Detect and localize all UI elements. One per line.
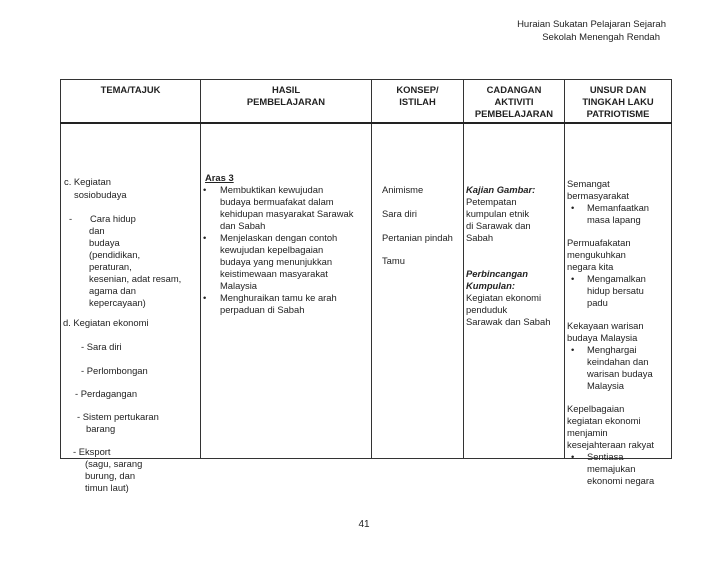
unsur-line: Mengamalkan [587, 272, 646, 284]
hasil-line: keistimewaan masyarakat [220, 267, 328, 279]
page-header [517, 18, 666, 44]
tema-line: - Eksport [73, 445, 111, 457]
unsur-line: Menghargai [587, 343, 637, 355]
header-line-2: Sekolah Menengah Rendah [542, 32, 660, 43]
tema-line: dan [89, 224, 105, 236]
konsep-item: Tamu [382, 254, 405, 266]
hasil-line: Membuktikan kewujudan [220, 183, 324, 195]
aktiviti-heading: Kajian Gambar: [466, 183, 536, 195]
aktiviti-line: kumpulan etnik [466, 207, 530, 219]
cell-unsur [565, 123, 672, 486]
unsur-line: hidup bersatu [587, 284, 644, 296]
header-text: KONSEP/ [396, 84, 439, 95]
tema-line: (sagu, sarang [85, 457, 143, 469]
col-header-hasil [201, 80, 372, 123]
hasil-line: Menjelaskan dengan contoh [220, 231, 338, 243]
unsur-line: kegiatan ekonomi [567, 414, 641, 426]
unsur-line: ekonomi negara [587, 474, 655, 486]
hasil-line: kehidupan masyarakat Sarawak [220, 207, 354, 219]
aktiviti-line: di Sarawak dan [466, 219, 531, 231]
hasil-line: Malaysia [220, 279, 257, 291]
header-text: PEMBELAJARAN [474, 108, 554, 119]
tema-line: - Perdagangan [75, 387, 138, 399]
unsur-line: kesejahteraan rakyat [567, 438, 655, 450]
aras-label: Aras 3 [205, 171, 234, 183]
bullet: • [571, 272, 575, 284]
aktiviti-line: Sabah [466, 231, 494, 243]
tema-line: burung, dan [85, 469, 136, 481]
tema-line: (pendidikan, [89, 248, 141, 260]
aktiviti-line: Petempatan [466, 195, 517, 207]
table-row [61, 123, 672, 459]
unsur-line: Malaysia [587, 379, 624, 391]
header-text: PEMBELAJARAN [246, 96, 326, 107]
unsur-line: warisan budaya [587, 367, 653, 379]
hasil-line: perpaduan di Sabah [220, 303, 305, 315]
header-text: CADANGAN [486, 84, 542, 95]
hasil-line: dan Sabah [220, 219, 266, 231]
header-text: TEMA/TAJUK [100, 84, 161, 95]
bullet: • [203, 291, 207, 303]
tema-line: budaya [89, 236, 120, 248]
aktiviti-heading: Perbincangan [466, 267, 528, 279]
unsur-line: masa lapang [587, 213, 641, 225]
aktiviti-line: penduduk [466, 303, 508, 315]
cell-konsep [372, 123, 464, 459]
bullet: • [203, 231, 207, 243]
bullet: • [571, 343, 575, 355]
page-number: 41 [358, 519, 370, 530]
aktiviti-line: Sarawak dan Sabah [466, 315, 551, 327]
bullet: • [571, 201, 575, 213]
aktiviti-line: Kegiatan ekonomi [466, 291, 542, 303]
tema-line: c. Kegiatan [64, 175, 111, 187]
dash: - [69, 212, 73, 224]
unsur-line: menjamin [567, 426, 608, 438]
unsur-line: Kekayaan warisan [567, 319, 644, 331]
cell-tema [61, 123, 201, 493]
unsur-line: bermasyarakat [567, 189, 630, 201]
unsur-line: keindahan dan [587, 355, 649, 367]
konsep-item: Sara diri [382, 207, 417, 219]
unsur-line: Semangat [567, 177, 610, 189]
tema-line: - Sara diri [81, 340, 122, 352]
unsur-line: Memanfaatkan [587, 201, 650, 213]
hasil-line: budaya yang menunjukkan [220, 255, 333, 267]
table-header-row [61, 80, 672, 123]
konsep-item: Animisme [382, 183, 424, 195]
cell-aktiviti [464, 123, 565, 459]
tema-line: d. Kegiatan ekonomi [63, 316, 149, 328]
tema-line: timun laut) [85, 481, 129, 493]
unsur-line: padu [587, 296, 608, 308]
header-text: UNSUR DAN [589, 84, 647, 95]
tema-line: kesenian, adat resam, [89, 272, 182, 284]
bullet: • [203, 183, 207, 195]
unsur-line: Sentiasa [587, 450, 624, 462]
unsur-line: negara kita [567, 260, 614, 272]
aktiviti-heading: Kumpulan: [466, 279, 515, 291]
tema-line: barang [86, 422, 116, 434]
unsur-line: Permuafakatan [567, 236, 631, 248]
col-header-konsep [372, 80, 464, 123]
col-header-unsur [565, 80, 672, 123]
unsur-line: Kepelbagaian [567, 402, 625, 414]
header-text: AKTIVITI [494, 96, 534, 107]
tema-line: sosiobudaya [74, 188, 127, 200]
syllabus-table [60, 79, 672, 493]
hasil-line: budaya bermuafakat dalam [220, 195, 334, 207]
col-header-tema [61, 80, 201, 123]
header-text: PATRIOTISME [586, 108, 650, 119]
tema-line: - Sistem pertukaran [77, 410, 159, 422]
tema-line: agama dan [89, 284, 136, 296]
unsur-line: budaya Malaysia [567, 331, 638, 343]
cell-hasil [201, 123, 372, 459]
hasil-line: Menghuraikan tamu ke arah [220, 291, 337, 303]
header-text: ISTILAH [399, 96, 436, 107]
tema-line: - Perlombongan [81, 364, 148, 376]
tema-line: peraturan, [89, 260, 132, 272]
bullet: • [571, 450, 575, 462]
header-line-1: Huraian Sukatan Pelajaran Sejarah [517, 19, 666, 30]
header-text: HASIL [271, 84, 301, 95]
tema-line: kepercayaan) [89, 296, 146, 308]
col-header-aktiviti [464, 80, 565, 123]
unsur-line: memajukan [587, 462, 636, 474]
header-text: TINGKAH LAKU [582, 96, 654, 107]
konsep-item: Pertanian pindah [382, 231, 453, 243]
unsur-line: mengukuhkan [567, 248, 626, 260]
hasil-line: kewujudan kepelbagaian [220, 243, 324, 255]
tema-line: Cara hidup [90, 212, 136, 224]
